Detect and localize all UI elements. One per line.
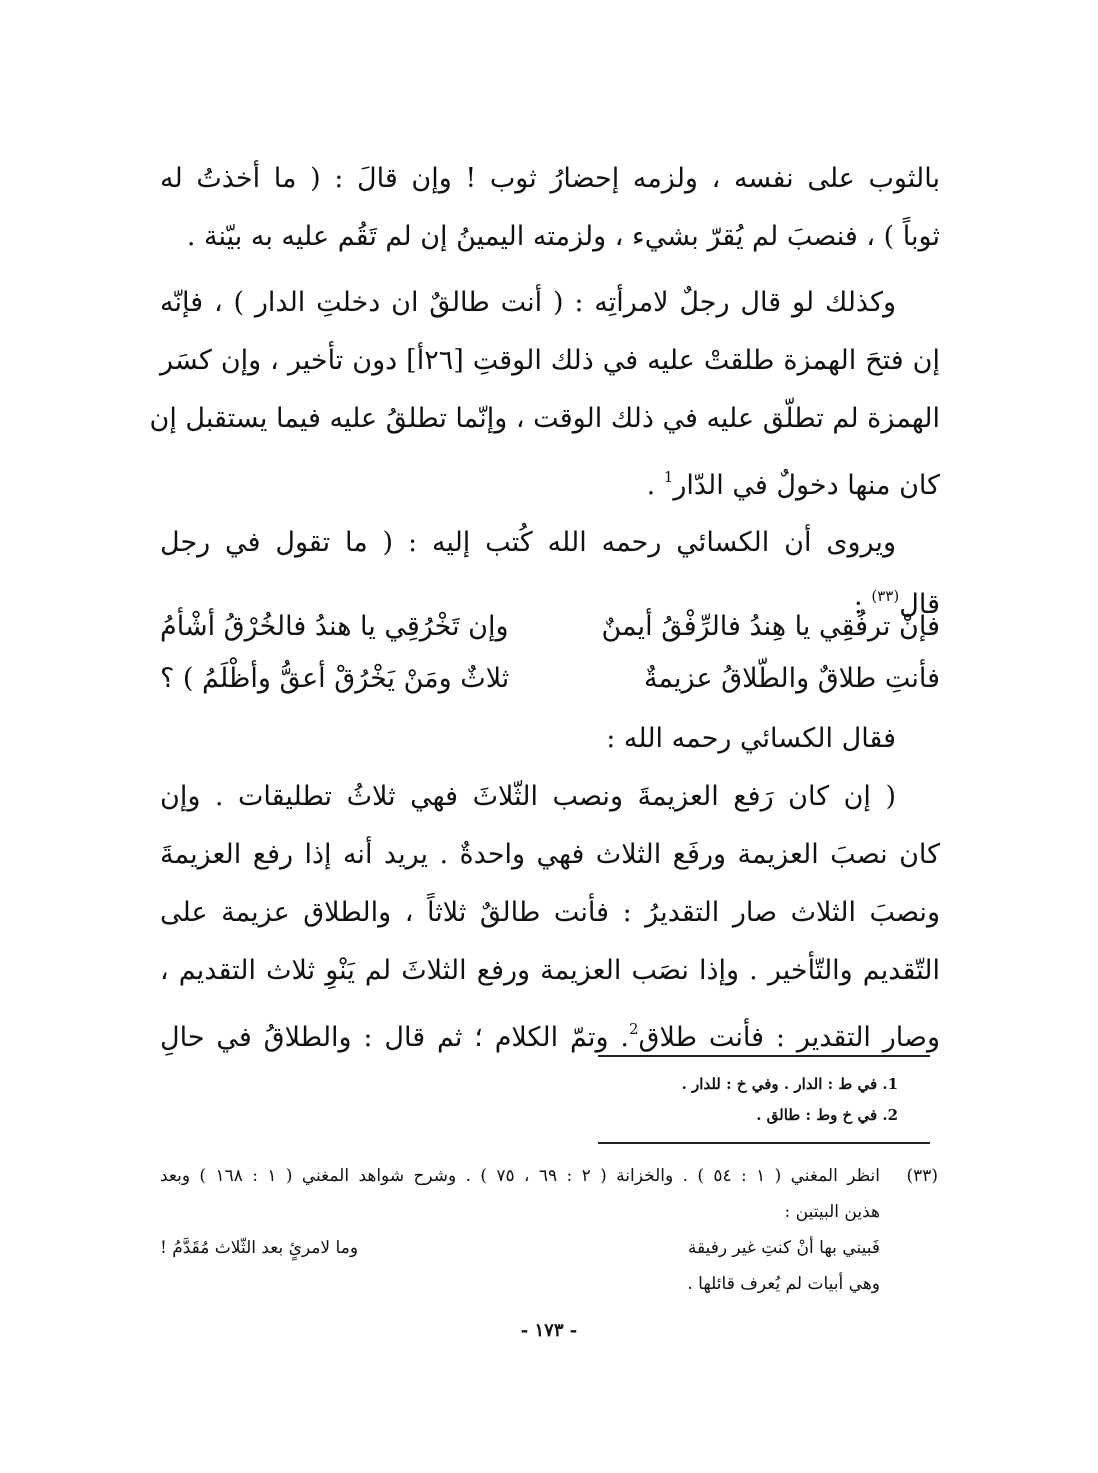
text-line [160,1000,940,1058]
footnote-text: وهي أبيات لم يُعرف قائلها . [687,1274,880,1294]
verse-line [160,598,940,656]
text-line: ونصبَ الثلاث صار التقديرُ : فأنت طالقٌ ثلاثاً ، والطلاق عزيمة على [160,897,940,928]
text-line: بالثوب على نفسه ، ولزمه إحضارُ ثوب ! وإن قالَ : ( ما أخذتُ له [160,163,940,194]
line-text: كان منها دخولٌ في الدّار [673,470,940,501]
text-line: ( إن كان رَفع العزيمةَ ونصب الثّلاثَ فهي ثلاثُ تطليقات . وإن [160,781,896,812]
footnote-number: (٣٣) [906,1166,938,1186]
verse-first-half: فأنتِ طلاقٌ والطّلاقُ عزيمةٌ [643,663,940,694]
text-line: كان نصبَ العزيمة ورفَع الثلاث فهي واحدةٌ . يريد أنه إذا رفع العزيمةَ [160,839,940,870]
editor-note: 1. في ط : الدار . وفي خ : للدار . [681,1075,898,1093]
text-line [160,448,940,506]
footnote-marker: 1 [663,468,674,486]
main-text [149,150,940,620]
verse-first-half: فإنْ ترفُقِي يا هِندُ فالرِّفْقُ أيمنٌ [601,611,940,642]
verse-line [160,650,940,708]
footnote-text: انظر المغني ( ١ : ٥٤ ) . والخزانة ( ٢ : ٦٩ ، ٧٥ ) . وشرح شواهد المغني ( ١ : ١٦٨ ) وبعد [160,1166,880,1186]
text-line: ثوباً ) ، فنصبَ لم يُقرّ بشيء ، ولزمته اليمينُ إن لم تَقُم عليه به بيّنة . [186,221,940,252]
text-line: التّقديم والتّأخير . وإذا نصَب العزيمة ورفع الثلاثَ لم يَنْوِ ثلاث التقديم ، [160,955,940,986]
text-line: وكذلك لو قال رجلٌ لامرأتِه : ( أنت طالقٌ ان دخلتِ الدار ) ، فإنّه [160,287,896,318]
editor-note: 2. في خ وط : طالق . [756,1106,898,1124]
divider [598,1055,930,1057]
line-text: وصار التقدير : فأنت طلاق [638,1022,941,1053]
verse-second-half: ثلاثٌ ومَنْ يَخْرُقْ أعقُّ وأظْلَمُ ) ؟ [160,663,510,694]
line-end: : [853,589,872,620]
text-line: فقال الكسائي رحمه الله : [606,723,896,754]
page-number: - ١٧٣ - [520,1320,578,1341]
footnote-text: هذين البيتين : [784,1202,880,1222]
verse-second-half: وإن تَخْرُقِي يا هندُ فالخُرْقُ أشْأمُ [160,611,509,642]
text-line: ويروى أن الكسائي رحمه الله كُتب إليه : ( ما تقول في رجل [160,527,896,558]
footnote-verse-second-half: وما لامرئٍ بعد الثّلاث مُقَدَّمُ ! [160,1238,359,1258]
main-text-continued [160,710,940,1058]
text-line: إن فتحَ الهمزة طلقتْ عليه في ذلك الوقتِ [٢٦أ] دون تأخير ، وإن كسَر [160,345,940,376]
footnote-marker: 2 [628,1020,639,1038]
line-text: قال [899,589,940,620]
footnote-marker: (٣٣) [871,587,900,605]
text-line: الهمزة لم تطلّق عليه في ذلك الوقت ، وإنّما تطلقُ عليه فيما يستقبل إن [149,403,940,434]
line-end: . [646,470,664,501]
footnote-verse-first-half: فَبيني بها أنْ كنتِ غير رفيقة [687,1238,880,1258]
divider [598,1142,930,1144]
line-text: . وتمّ الكلام ؛ ثم قال : والطلاقُ في حالِ [160,1022,629,1053]
